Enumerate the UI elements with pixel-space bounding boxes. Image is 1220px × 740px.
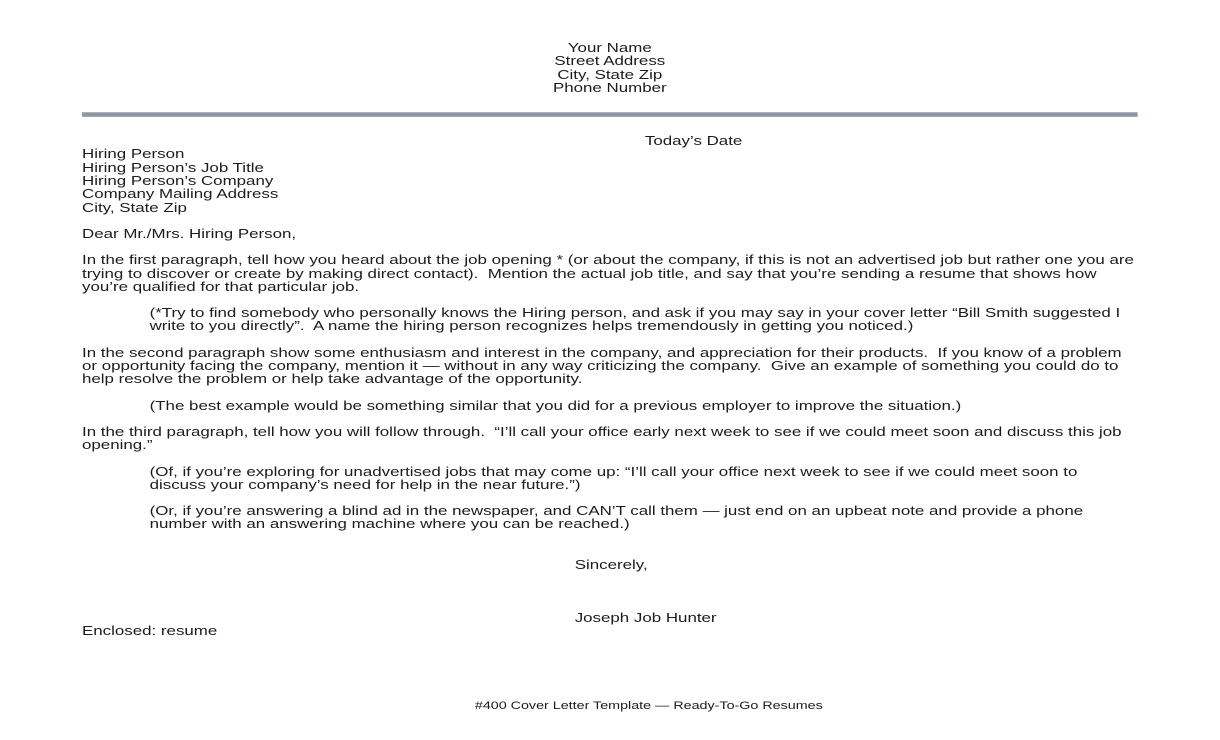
paragraph-third: In the third paragraph, tell how you will follow through. “I’ll call your office early next week to see if we could meet soon and discuss this job opening.” — [82, 423, 1127, 453]
enclosure-line: Enclosed: resume — [82, 623, 218, 639]
sender-city-state-zip: City, State Zip — [557, 66, 663, 82]
note-second: (The best example would be something similar that you did for a previous employer to improve the situation.) — [149, 397, 962, 413]
letter-content — [82, 0, 1138, 740]
recipient-city-state-zip: City, State Zip — [82, 199, 187, 215]
recipient-mailing-address: Company Mailing Address — [82, 186, 279, 202]
salutation: Dear Mr./Mrs. Hiring Person, — [82, 225, 297, 241]
paragraph-first: In the first paragraph, tell how you heard about the job opening * (or about the company, if this is not an advertised job but rather one you are trying to discover or create by making direct contact). Mention the actual job title, and say that you’re sending a resume that shows how you’re qualified for that particular job. — [82, 252, 1139, 294]
valediction: Sincerely, — [574, 556, 648, 572]
recipient-job-title: Hiring Person’s Job Title — [82, 159, 264, 175]
sender-name: Your Name — [567, 40, 652, 55]
signature-name: Joseph Job Hunter — [574, 610, 717, 626]
recipient-company: Hiring Person’s Company — [82, 173, 274, 189]
recipient-name: Hiring Person — [82, 146, 185, 162]
header-divider-rule — [82, 112, 1138, 117]
date-line: Today’s Date — [644, 133, 743, 149]
sender-street-address: Street Address — [554, 53, 666, 69]
sender-phone-number: Phone Number — [552, 79, 667, 95]
recipient-address-block — [82, 147, 1138, 213]
sender-address-block — [82, 0, 1138, 94]
note-fourth: (Or, if you’re answering a blind ad in the newspaper, and CAN’T call them — just end on an upbeat note and provide a phone number with an answering machine where you can be reached.) — [149, 503, 1088, 532]
note-first: (*Try to find somebody who personally knows the Hiring person, and ask if you may say in your cover letter “Bill Smith suggested I write to you directly”. A name the hiring person recognizes helps tremendously in getting you noticed.) — [149, 305, 1125, 334]
footer-caption: #400 Cover Letter Template — Ready-To-Go Resumes — [474, 700, 823, 712]
paragraph-second: In the second paragraph show some enthusiasm and interest in the company, and appreciation for their products. If you know of a problem or opportunity facing the company, mention it — without in any way criticizing the company. Give an example of something you could do to help resolve the problem or help take advantage of the opportunity. — [82, 344, 1127, 387]
note-third: (Of, if you’re exploring for unadvertised jobs that may come up: “I’ll call your office next week to see if we could meet soon to discuss your company’s need for help in the near future.”) — [149, 463, 1083, 492]
